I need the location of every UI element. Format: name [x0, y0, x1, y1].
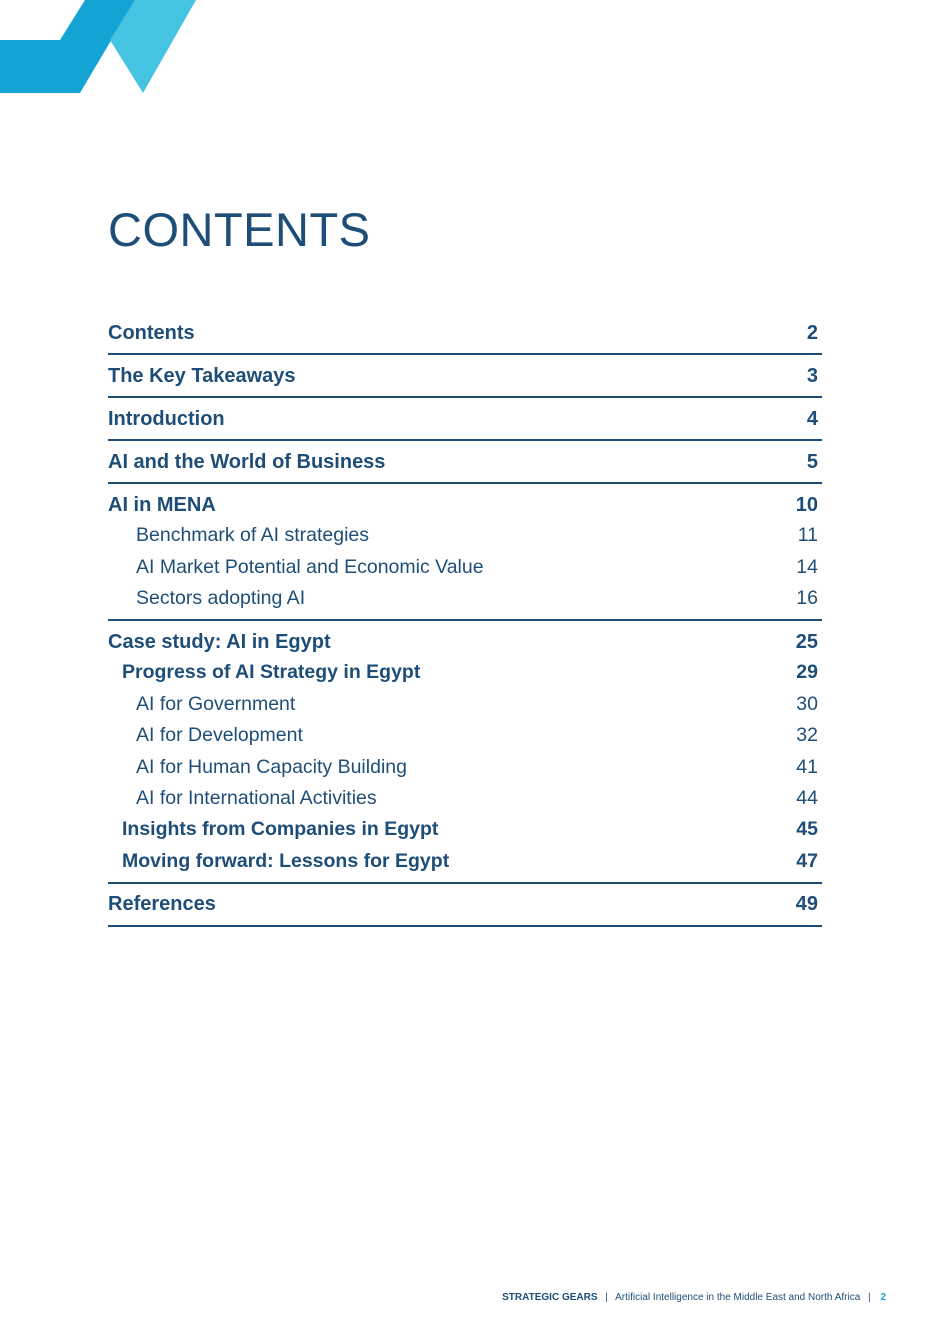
toc-entry-page: 4	[806, 407, 818, 430]
toc-entry-page: 14	[796, 555, 818, 578]
toc-entry[interactable]	[108, 890, 822, 920]
footer-brand: STRATEGIC GEARS	[502, 1292, 598, 1303]
toc-entry-page: 47	[796, 849, 818, 872]
toc-entry[interactable]	[108, 490, 822, 520]
toc-entry-page: 25	[795, 630, 818, 653]
toc-entry-page: 2	[806, 321, 818, 344]
toc-entry-title: The Key Takeaways	[108, 364, 296, 387]
footer-page-number: 2	[880, 1292, 886, 1303]
toc-entry-title: AI and the World of Business	[108, 450, 386, 473]
toc-entry[interactable]	[108, 751, 822, 782]
toc-entry-page: 44	[796, 786, 818, 809]
toc-entry-page: 41	[796, 755, 818, 778]
toc-entry-title: Moving forward: Lessons for Egypt	[122, 849, 450, 872]
toc-entry[interactable]	[108, 814, 822, 845]
toc-entry-title: AI in MENA	[108, 493, 216, 516]
toc-entry-title: Introduction	[108, 407, 225, 430]
toc-entry[interactable]	[108, 361, 822, 391]
toc-section	[108, 441, 822, 484]
toc-entry-page: 45	[796, 818, 818, 841]
toc-entry-title: References	[108, 893, 216, 916]
toc-entry-page: 10	[795, 493, 818, 516]
toc-entry[interactable]	[108, 404, 822, 434]
toc-entry[interactable]	[108, 689, 822, 720]
toc-entry-title: Insights from Companies in Egypt	[122, 818, 439, 841]
toc-entry-page: 29	[796, 661, 818, 684]
footer-doc-title: Artificial Intelligence in the Middle East and North Africa	[615, 1292, 861, 1303]
page-title: CONTENTS	[108, 203, 371, 256]
toc-entry-title: Progress of AI Strategy in Egypt	[122, 661, 421, 684]
toc-section	[108, 398, 822, 441]
toc-entry-page: 3	[806, 364, 818, 387]
toc-entry[interactable]	[108, 846, 822, 877]
table-of-contents	[108, 312, 822, 927]
toc-section	[108, 884, 822, 927]
toc-entry-title: AI for Human Capacity Building	[136, 755, 407, 778]
corner-logo-graphic	[0, 0, 200, 100]
toc-entry[interactable]	[108, 657, 822, 688]
toc-entry-title: AI for International Activities	[136, 786, 377, 809]
toc-entry-page: 5	[806, 450, 818, 473]
page-footer	[502, 1292, 886, 1303]
toc-section	[108, 355, 822, 398]
footer-separator: |	[605, 1292, 608, 1303]
toc-entry-page: 30	[796, 692, 818, 715]
toc-entry[interactable]	[108, 520, 822, 551]
toc-entry[interactable]	[108, 783, 822, 814]
toc-entry[interactable]	[108, 447, 822, 477]
toc-entry[interactable]	[108, 627, 822, 657]
toc-entry-page: 49	[795, 893, 818, 916]
toc-entry-title: AI for Development	[136, 724, 303, 747]
toc-entry-title: AI for Government	[136, 692, 296, 715]
toc-entry-page: 32	[796, 724, 818, 747]
toc-entry-page: 16	[796, 586, 818, 609]
toc-entry[interactable]	[108, 318, 822, 348]
toc-entry-title: Sectors adopting AI	[136, 586, 306, 609]
toc-entry-page: 11	[797, 524, 818, 547]
toc-entry-title: Benchmark of AI strategies	[136, 524, 370, 547]
toc-entry[interactable]	[108, 551, 822, 582]
toc-entry[interactable]	[108, 720, 822, 751]
toc-section	[108, 312, 822, 355]
toc-entry-title: Contents	[108, 321, 195, 344]
toc-section	[108, 621, 822, 884]
toc-entry-title: AI Market Potential and Economic Value	[136, 555, 484, 578]
footer-separator: |	[868, 1292, 871, 1303]
toc-entry[interactable]	[108, 583, 822, 614]
toc-section	[108, 484, 822, 621]
toc-entry-title: Case study: AI in Egypt	[108, 630, 331, 653]
